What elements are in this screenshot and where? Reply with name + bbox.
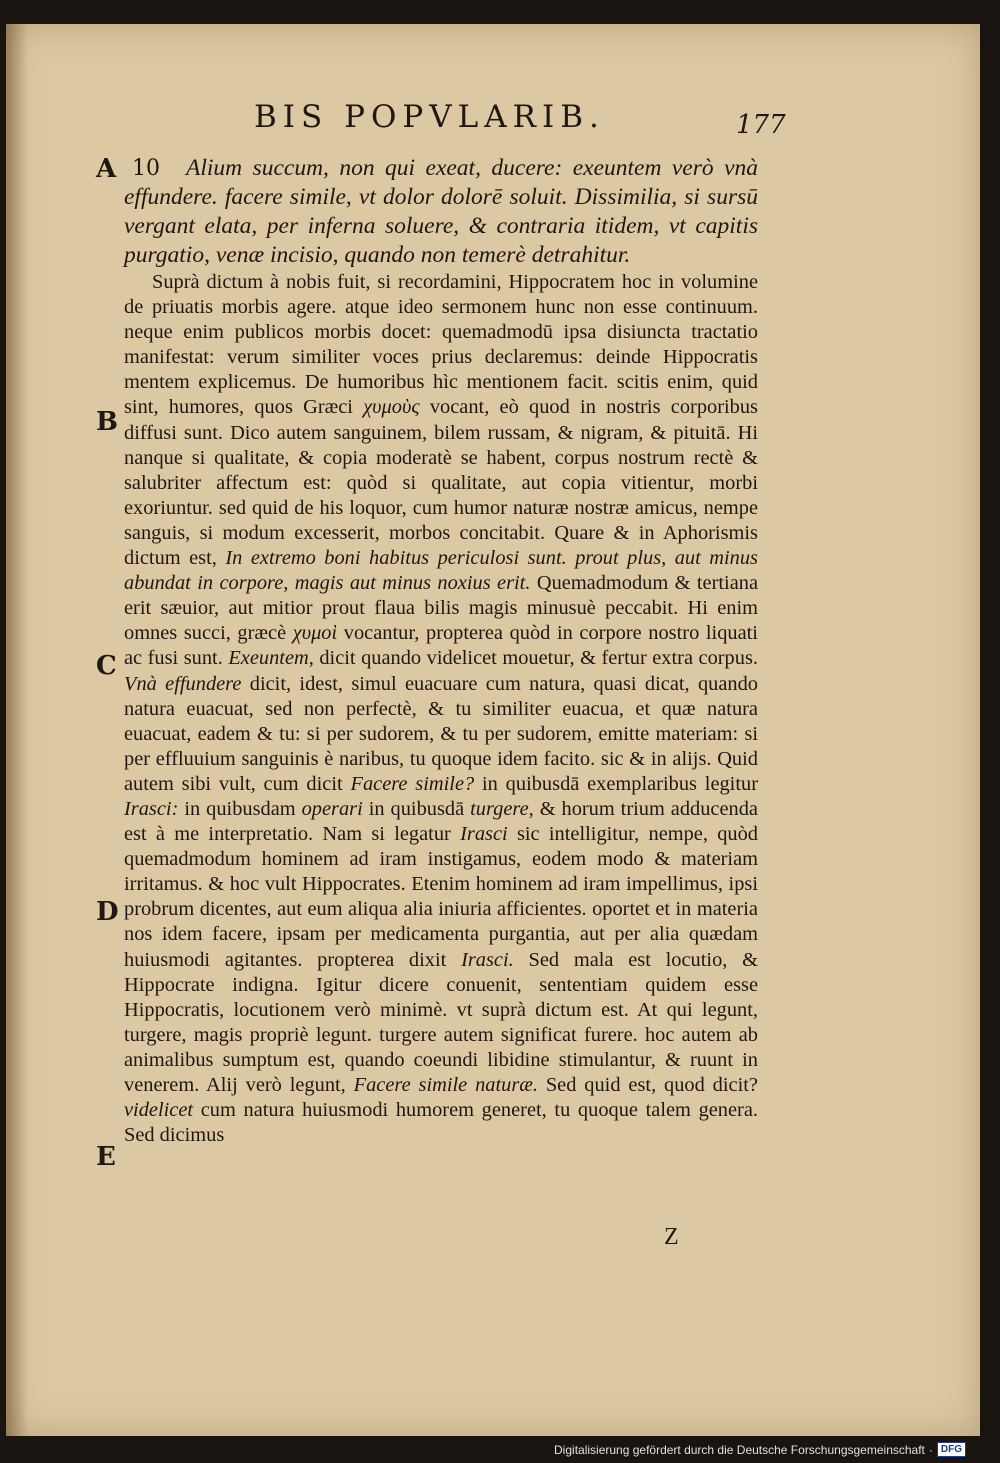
commentary-text: Suprà dictum à nobis fuit, si recordamini, Hippocratem hoc in volumine de priuatis morbis agere. atque ideo sermonem hunc non esse continuum. neque enim publicos morbis docet: quemadmodū ipsa disiuncta tractatio manifestat: verum similiter voces prius declaremus: deinde Hippocratis mentem explicemus. De humoribus hìc mentionem facit. scitis enim, quid sint, humores, quos Græci χυμοὺς vocant, eò quod in nostris corporibus diffusi sunt. Dico autem sanguinem, bilem russam, & nigram, & pituitā. Hi nanque si qualitate, & copia moderatè se habent, corpus nostrum rectè & salubriter affectum est: quòd si qualitate, aut copia vitientur, morbi exoriuntur. sed quid de his loquor, cum humor naturæ nostræ amicus, nempe sanguis, si modum excesserit, morbos concitabit. Quare & in Aphorismis dictum est, In extremo boni habitus periculosi sunt. prout plus, aut minus abundat in corpore, magis aut minus noxius erit. Quemadmodum & tertiana erit sæuior, aut mitior prout flaua bilis magis minusuè peccabit. Hi enim omnes succi, græcè χυμοὶ vocantur, propterea quòd in corpore nostro liquati ac fusi sunt. Exeuntem, dicit quando videlicet mouetur, & fertur extra corpus. Vnà effundere dicit, idest, simul euacuare cum natura, quasi dicat, quando natura euacuat, sed non perfectè, & tu similiter euacua, et quæ natura euacuat, eadem & tu: si per sudorem, & tu per sudorem, emitte materiam: si per effluuium sanguinis è naribus, tu quoque idem facito. sic & in alijs. Quid autem sibi vult, cum dicit Facere simile? in quibusdā exemplaribus legitur Irasci: in quibusdam operari in quibusdā turgere, & horum trium adducenda est à me interpretatio. Nam si legatur Irasci sic intelligitur, nempe, quòd quemadmodum hominem ad iram instigamus, eodem modo & materiam irritamus. & hoc vult Hippocrates. Etenim hominem ad iram impellimus, ipsi probrum dicentes, aut eum aliqua alia iniuria afficientes. oportet et in materia nos idem facere, ipsam per medicamenta purgantia, aut per alia quædam huiusmodi agitantes. propterea dixit Irasci. Sed mala est locutio, & Hippocrate indigna. Igitur dicere conuenit, sententiam quidem esse Hippocratis, locutionem verò minimè. vt suprà dictum est. At qui legunt, turgere, magis propriè legunt. turgere autem significat furere. hoc autem ab animalibus sumptum est, quando coeundi libidine stimulantur, & ruunt in venerem. Alij verò legunt, Facere simile naturæ. Sed quid est, quod dicit? videlicet cum natura huiusmodi humorem generet, tu quoque talem genera. Sed dicimus xyxy=(124,271,758,1147)
margin-letter-a: A xyxy=(96,154,117,184)
digitization-credit: Digitalisierung gefördert durch die Deutsche Forschungsgemeinschaft · DFG xyxy=(554,1442,966,1457)
running-head: BIS POPVLARIB. xyxy=(254,99,605,135)
credit-text: Digitalisierung gefördert durch die Deutsche Forschungsgemeinschaft xyxy=(554,1442,925,1457)
dfg-logo-icon: DFG xyxy=(937,1442,966,1457)
margin-letter-c: C xyxy=(96,651,117,681)
book-page xyxy=(6,24,980,1436)
signature-mark: Z xyxy=(664,1224,679,1250)
page-number: 177 xyxy=(736,110,786,140)
verse-number: 10 xyxy=(132,156,160,181)
text-block xyxy=(124,154,758,1148)
margin-letter-d: D xyxy=(96,897,119,927)
lemma-text: Alium succum, non qui exeat, ducere: exeuntem verò vnà effundere. facere simile, vt dolor dolorē soluit. Dissimilia, si sursū vergant elata, per inferna soluere, & contraria itidem, vt capitis purgatio, venæ incisio, quando non temerè detrahitur. xyxy=(124,155,758,268)
margin-letter-e: E xyxy=(96,1142,116,1172)
margin-letter-b: B xyxy=(96,407,118,437)
